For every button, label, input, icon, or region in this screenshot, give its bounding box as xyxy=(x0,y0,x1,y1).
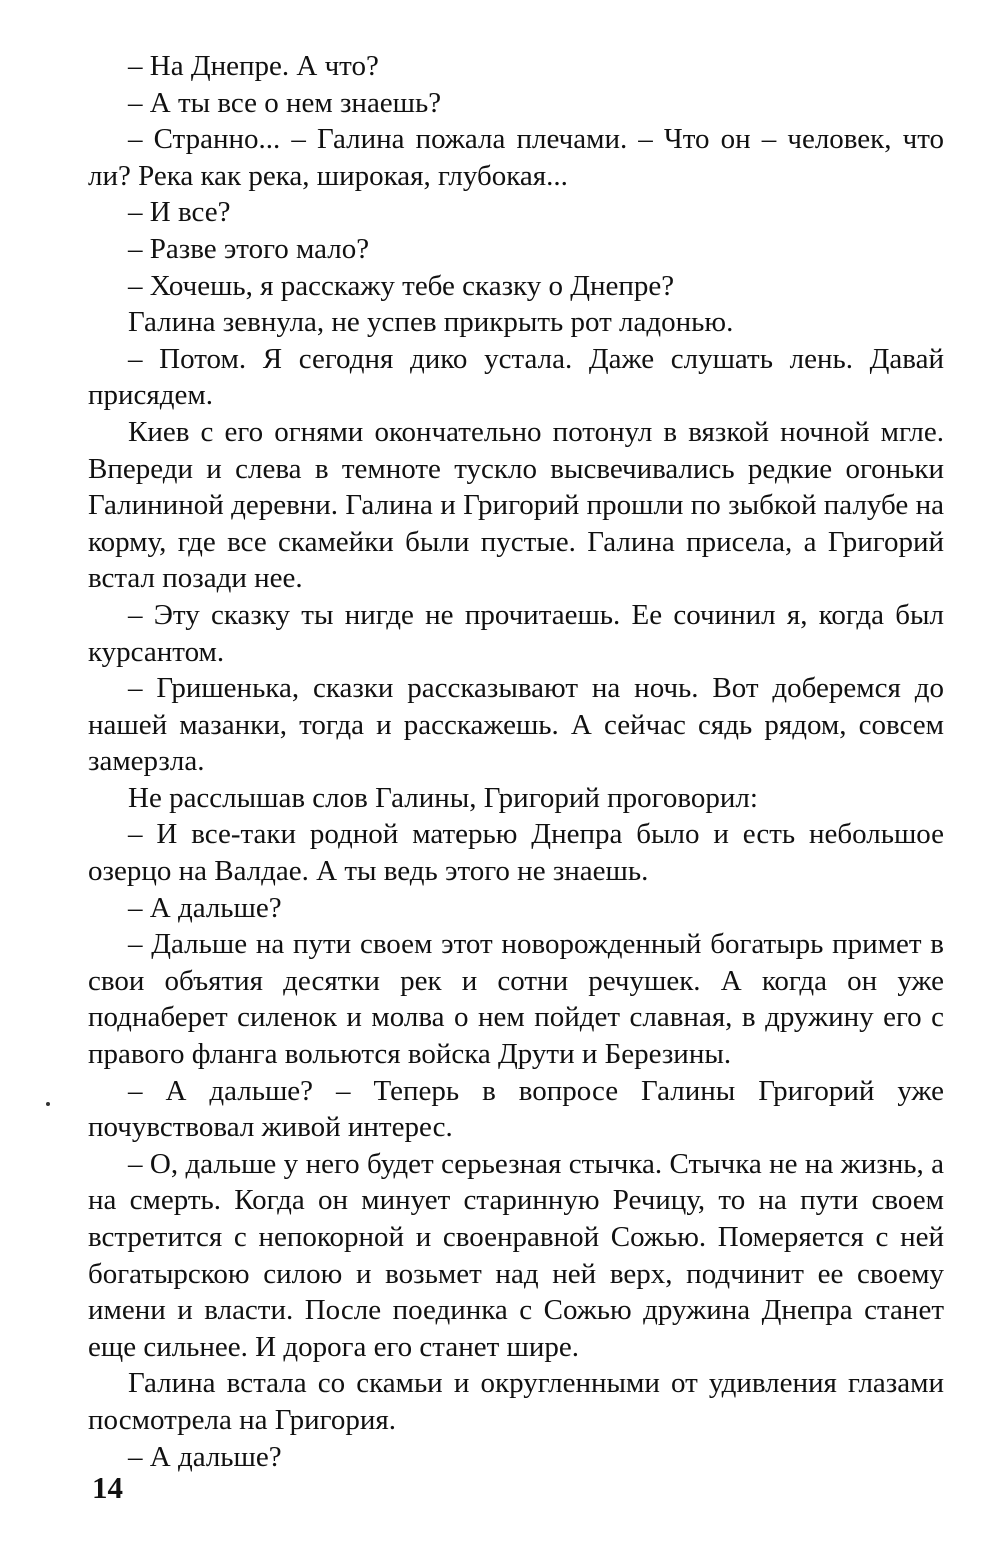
paragraph: – О, дальше у него будет серьезная стычка. Стычка не на жизнь, а на смерть. Когда он минует старинную Речицу, то на пути своем встретится с непокорной и своенравной Сожью. Померяется с ней богатырскою силою и возьмет над ней верх, подчинит ее своему имени и власти. После поединка с Сожью дружина Днепра станет еще сильнее. И дорога его станет шире. xyxy=(88,1147,944,1363)
paragraph: Галина зевнула, не успев прикрыть рот ладонью. xyxy=(128,306,734,339)
page-number: 14 xyxy=(92,1470,123,1505)
paragraph: – Хочешь, я расскажу тебе сказку о Днепре? xyxy=(128,269,675,302)
paragraph: – А дальше? – Теперь в вопросе Галины Григорий уже почувствовал живой интерес. xyxy=(88,1074,944,1144)
paragraph: – А дальше? xyxy=(128,891,282,924)
paragraph: – На Днепре. А что? xyxy=(128,50,379,82)
paragraph: – А ты все о нем знаешь? xyxy=(128,86,442,119)
paragraph: – А дальше? xyxy=(128,1440,282,1473)
paragraph: – Потом. Я сегодня дико устала. Даже слушать лень. Давай присядем. xyxy=(88,342,944,412)
paragraph: – Гришенька, сказки рассказывают на ночь. Вот доберемся до нашей мазанки, тогда и расскажешь. А сейчас сядь рядом, совсем замерзла. xyxy=(88,672,944,778)
print-speck xyxy=(46,1102,50,1106)
body-text xyxy=(88,48,944,1475)
paragraph: – Эту сказку ты нигде не прочитаешь. Ее сочинил я, когда был курсантом. xyxy=(88,598,944,668)
paragraph: Киев с его огнями окончательно потонул в вязкой ночной мгле. Впереди и слева в темноте тускло высвечивались редкие огоньки Галининой деревни. Галина и Григорий прошли по зыбкой палубе на корму, где все скамейки были пустые. Галина присела, а Григорий встал позади нее. xyxy=(88,415,944,595)
paragraph: – Разве этого мало? xyxy=(128,232,370,265)
paragraph: – Дальше на пути своем этот новорожденный богатырь примет в свои объятия десятки рек и сотни речушек. А когда он уже поднаберет силенок и молва о нем пойдет славная, в дружину его с правого фланга вольются войска Друти и Березины. xyxy=(88,928,944,1071)
paragraph: Не расслышав слов Галины, Григорий проговорил: xyxy=(128,781,758,814)
paragraph: Галина встала со скамьи и округленными от удивления глазами посмотрела на Григория. xyxy=(88,1367,944,1436)
paragraph: – И все-таки родной матерью Днепра было и есть небольшое озерцо на Валдае. А ты ведь этого не знаешь. xyxy=(88,818,944,888)
paragraph: – И все? xyxy=(128,196,231,229)
paragraph: – Странно... – Галина пожала плечами. – Что он – человек, что ли? Река как река, широкая, глубокая... xyxy=(88,123,944,192)
